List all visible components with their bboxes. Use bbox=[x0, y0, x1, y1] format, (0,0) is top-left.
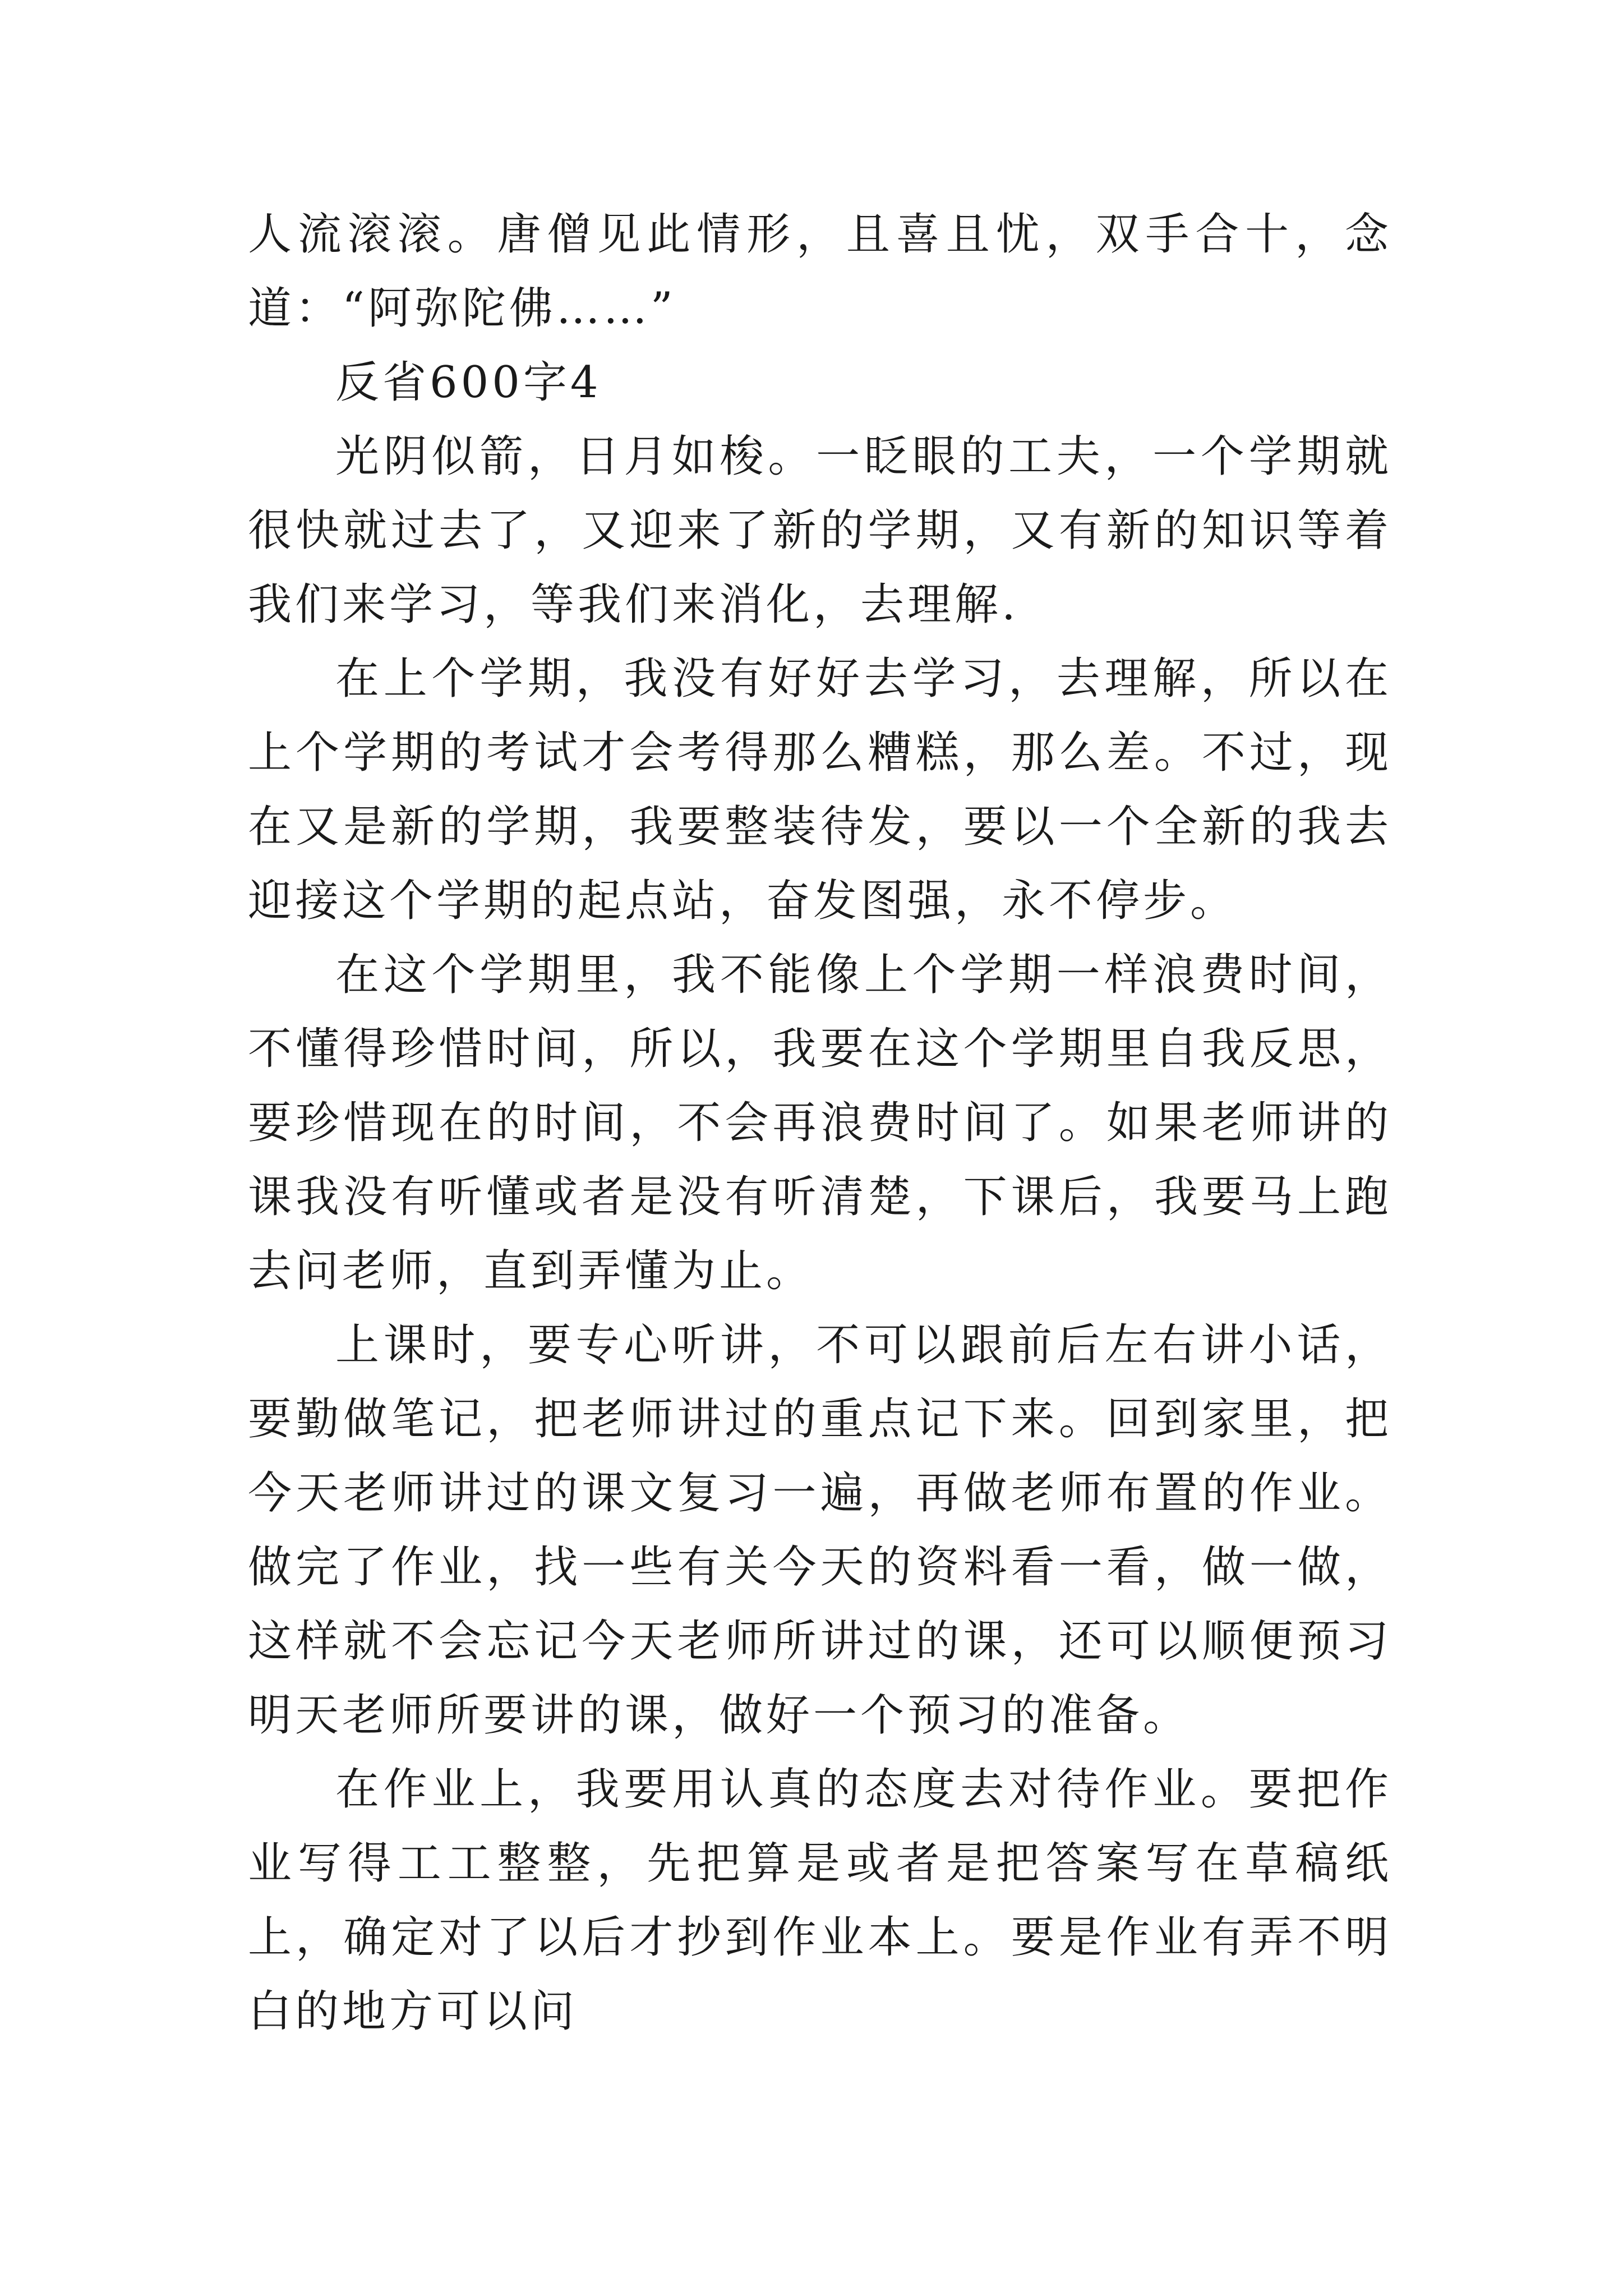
document-body bbox=[248, 197, 1392, 2049]
paragraph: 在上个学期，我没有好好去学习，去理解，所以在上个学期的考试才会考得那么糟糕，那么差。不过，现在又是新的学期，我要整装待发，要以一个全新的我去迎接这个学期的起点站，奋发图强，永不停步。 bbox=[248, 654, 1392, 926]
paragraph: 在作业上，我要用认真的态度去对待作业。要把作业写得工工整整，先把算是或者是把答案写在草稿纸上，确定对了以后才抄到作业本上。要是作业有弄不明白的地方可以问 bbox=[248, 1764, 1392, 2037]
section-heading: 反省600字4 bbox=[335, 357, 602, 408]
paragraph-continuation: 人流滚滚。唐僧见此情形，且喜且忧，双手合十，念道：“阿弥陀佛……” bbox=[248, 209, 1392, 334]
paragraph: 在这个学期里，我不能像上个学期一样浪费时间，不懂得珍惜时间，所以，我要在这个学期里自我反思，要珍惜现在的时间，不会再浪费时间了。如果老师讲的课我没有听懂或者是没有听清楚，下课后，我要马上跑去问老师，直到弄懂为止。 bbox=[248, 950, 1392, 1296]
paragraph: 光阴似箭，日月如梭。一眨眼的工夫，一个学期就很快就过去了，又迎来了新的学期，又有新的知识等着我们来学习，等我们来消化，去理解. bbox=[248, 431, 1392, 630]
paragraph: 上课时，要专心听讲，不可以跟前后左右讲小话，要勤做笔记，把老师讲过的重点记下来。回到家里，把今天老师讲过的课文复习一遍，再做老师布置的作业。做完了作业，找一些有关今天的资料看一看，做一做，这样就不会忘记今天老师所讲过的课，还可以顺便预习明天老师所要讲的课，做好一个预习的准备。 bbox=[248, 1320, 1392, 1741]
